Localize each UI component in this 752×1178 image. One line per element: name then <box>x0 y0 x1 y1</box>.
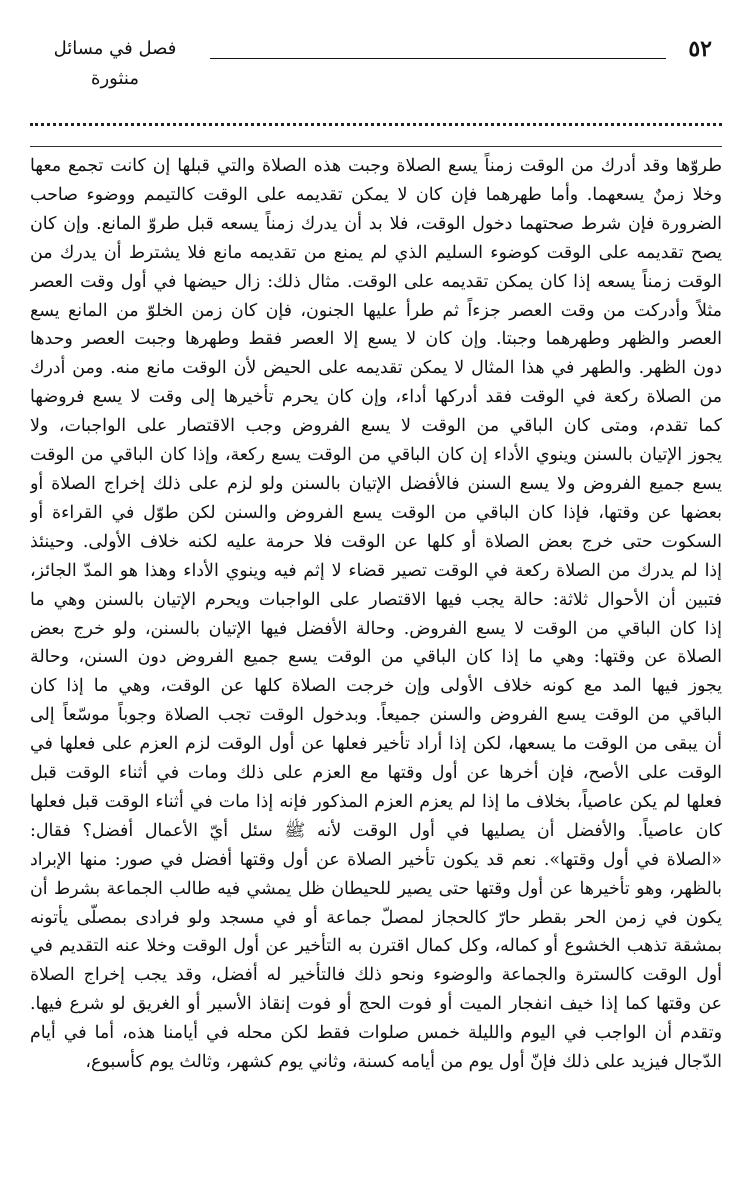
text-line: السكوت حتى خرج بعض الصلاة أو كلها عن الوقت فلا حرمة عليه لكنه خلاف الأولى. وحينئذ <box>30 531 722 552</box>
text-line: أن يبقى من الوقت ما يسعها، لكن إذا أراد تأخير فعلها عن أول الوقت لزم العزم على فعلها في <box>30 734 722 755</box>
text-line: إذا كان الباقي من الوقت لا يسع الفروض. وحالة الأفضل فيها الإتيان بالسنن، ولو خرج بعض <box>30 618 722 639</box>
text-line: يجوز الإتيان بالسنن وينوي الأداء إن كان الباقي من الوقت يسع ركعة، وإذا كان الباقي من الوقت <box>30 445 722 466</box>
text-line: الوقت زمناً يسعه إذا كان يمكن تقديمه على الوقت. مثال ذلك: زال حيضها في أول وقت العصر <box>30 271 722 292</box>
text-line: فعلها لم يكن عاصياً، بخلاف ما إذا لم يعزم العزم المذكور فإنه إذا مات في أثناء الوقت قبل فعلها <box>30 791 722 812</box>
text-line: كما تقدم، ومتى كان الباقي من الوقت لا يسع الفروض وجب الاقتصار على الواجبات، ولا <box>30 416 722 437</box>
text-line: أول الوقت كالسترة والجماعة والوضوء ونحو ذلك فالتأخير له أفضل، وقد يجب إخراج الصلاة <box>30 965 722 986</box>
text-line: فتبين أن الأحوال ثلاثة: حالة يجب فيها الاقتصار على الواجبات ويحرم الإتيان بالسنن وهي ما <box>30 589 722 610</box>
text-line: دون الظهر. والطهر في هذا المثال لا يمكن تقديمه على الحيض لأن الوقت مانع منه. ومن أدرك <box>30 358 722 379</box>
text-line: يجوز فيها المد مع كونه خلاف الأولى وإن خرجت الصلاة كلها عن الوقت، وهي ما إذا كان <box>30 676 722 697</box>
solid-separator <box>30 146 722 147</box>
running-title: فصل في مسائل منثورة <box>53 38 177 89</box>
text-line: الدّجال فيزيد على ذلك فإنّ أول يوم من أيامه كسنة، وثاني يوم كشهر، وثالث يوم كأسبوع، <box>85 1052 722 1073</box>
text-line: عن وقتها كما إذا خيف انفجار الميت أو فوت الحج أو فوت إنقاذ الأسير أو الغريق لو شرع فيها. <box>30 994 722 1015</box>
running-header <box>30 34 712 89</box>
text-line: العصر والظهر وطهرهما وجبتا. وإن كان لا يسع إلا العصر فقط وطهرها وجبت العصر وحدها <box>30 329 722 350</box>
dotted-separator <box>30 123 722 126</box>
text-line: الباقي من الوقت يسع الفروض والسنن جميعاً. وبدخول الوقت تجب الصلاة وجوباً موسّعاً إلى <box>30 705 722 726</box>
text-line: مثلاً وأدركت من وقت العصر جزءاً ثم طرأ عليها الجنون، فإن كان زمن الخلوّ من المانع يسع <box>30 300 722 321</box>
text-line: يسع جميع الفروض ولا يسع السنن فالأفضل الإتيان بالسنن ولو لزم على ذلك إخراج الصلاة أو <box>30 473 722 494</box>
text-line: بمشقة تذهب الخشوع أو كماله، وكل كمال اقترن به التأخير عن أول الوقت وخلا عنه التقديم في <box>30 936 722 957</box>
text-line: وخلا زمنٌ يسعهما. وأما طهرهما فإن كان لا يمكن تقديمه على الوقت كالتيمم ووضوء صاحب <box>30 184 722 205</box>
text-line: كان عاصياً. والأفضل أن يصليها في أول الوقت لأنه ﷺ سئل أيّ الأعمال أفضل؟ فقال: <box>30 820 722 841</box>
header-rule <box>210 58 666 59</box>
text-line: الصلاة عن وقتها: وهي ما إذا كان الباقي من الوقت يسع جميع الفروض دون السنن، وحالة <box>30 647 722 668</box>
body-text <box>30 152 722 1077</box>
text-line: وتقدم أن الواجب في اليوم والليلة خمس صلوات فقط لكن محله في أيامنا هذه، أما في أيام <box>30 1023 722 1044</box>
text-line: بعضها عن وقتها، فإذا كان الباقي من الوقت يسع الفروض والسنن لكن طوّل في القراءة أو <box>30 502 722 523</box>
text-line: من الصلاة ركعة في الوقت فقد أدركها أداء، وإن كان يحرم تأخيرها إلى وقت لا يسع فروضها <box>30 387 722 408</box>
text-line: الضرورة فإن شرط صحتهما دخول الوقت، فلا بد أن يدرك زمناً يسعه قبل طروّ المانع. وإن كان <box>30 213 722 234</box>
text-line: إذا لم يدرك من الصلاة ركعة في الوقت تصير قضاء لا إثم فيه وينوي الأداء وهذا هو المدّ الجائز، <box>30 560 722 581</box>
text-line: «الصلاة في أول وقتها». نعم قد يكون تأخير الصلاة عن أول وقتها أفضل في صور: منها الإبراد <box>30 849 722 870</box>
text-line: طروّها وقد أدرك من الوقت زمناً يسع الصلاة وجبت هذه الصلاة والتي قبلها إن كانت تجمع معها <box>30 156 722 176</box>
text-line: يصح تقديمه على الوقت كوضوء السليم الذي لم يمنع من تقديمه مانع فلا يشترط أن يدرك من <box>30 242 722 263</box>
text-line: يكون في زمن الحر بقطر حارّ كالحجاز لمصلّ جماعة أو في مسجد ولو فرادى بمصلّى يأتونه <box>30 907 722 928</box>
text-line: بالظهر، وهو تأخيرها عن أول وقتها حتى يصير للحيطان ظل يمشي فيه طالب الجماعة بشرط أن <box>30 878 722 899</box>
page-number: ٥٢ <box>688 36 712 62</box>
text-line: الوقت على الأصح، فإن أخرها عن أول وقتها مع العزم على ذلك ومات في أثناء الوقت قبل <box>30 763 722 784</box>
